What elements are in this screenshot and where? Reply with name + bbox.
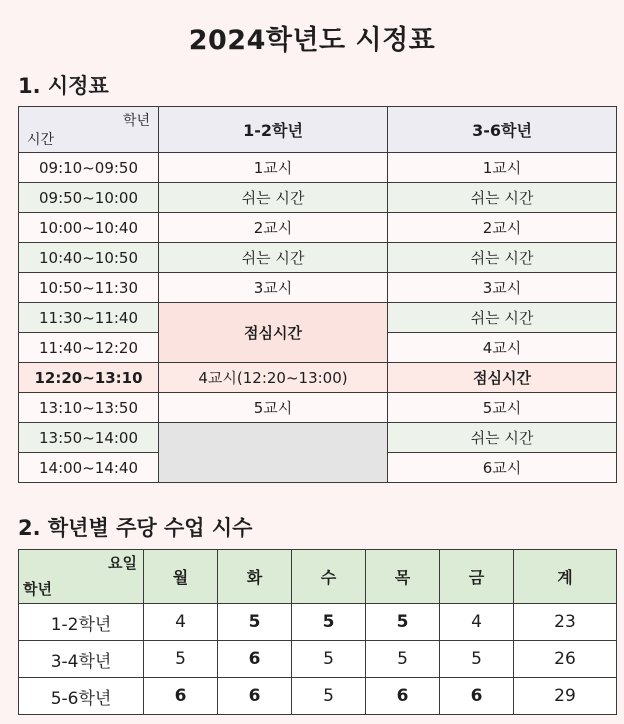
hours-cell: 5 (366, 641, 440, 678)
table-row (19, 273, 617, 303)
lunch-cell: 점심시간 (388, 363, 617, 393)
corner-label-grade: 학년 (23, 580, 52, 598)
table-row (19, 213, 617, 243)
grade-label: 1-2학년 (19, 604, 144, 641)
time-cell: 10:50~11:30 (19, 273, 159, 303)
hours-cell: 5 (218, 604, 292, 641)
corner-cell (19, 107, 159, 153)
day-header: 목 (366, 550, 440, 604)
time-cell: 13:10~13:50 (19, 393, 159, 423)
weekly-hours-table (18, 549, 617, 715)
schedule-table (18, 106, 617, 483)
time-cell: 10:40~10:50 (19, 243, 159, 273)
table-row (19, 183, 617, 213)
period-cell: 1교시 (159, 153, 388, 183)
empty-cell (159, 423, 388, 483)
period-cell: 1교시 (388, 153, 617, 183)
break-cell: 쉬는 시간 (388, 303, 617, 333)
time-cell: 12:20~13:10 (19, 363, 159, 393)
table-row (19, 243, 617, 273)
break-cell: 쉬는 시간 (159, 183, 388, 213)
period-cell: 4교시(12:20~13:00) (159, 363, 388, 393)
corner-cell (19, 550, 144, 604)
total-header: 계 (514, 550, 617, 604)
table-header-row (19, 107, 617, 153)
hours-cell: 6 (218, 678, 292, 715)
time-cell: 13:50~14:00 (19, 423, 159, 453)
hours-cell: 5 (292, 604, 366, 641)
total-cell: 26 (514, 641, 617, 678)
time-cell: 11:40~12:20 (19, 333, 159, 363)
break-cell: 쉬는 시간 (388, 423, 617, 453)
hours-cell: 4 (144, 604, 218, 641)
time-cell: 14:00~14:40 (19, 453, 159, 483)
hours-cell: 5 (292, 678, 366, 715)
table-row (19, 604, 617, 641)
day-header: 월 (144, 550, 218, 604)
hours-cell: 4 (440, 604, 514, 641)
hours-cell: 6 (218, 641, 292, 678)
table-row (19, 393, 617, 423)
table-row (19, 153, 617, 183)
table-row (19, 303, 617, 333)
time-cell: 09:10~09:50 (19, 153, 159, 183)
period-cell: 2교시 (159, 213, 388, 243)
day-header: 화 (218, 550, 292, 604)
period-cell: 5교시 (159, 393, 388, 423)
period-cell: 3교시 (159, 273, 388, 303)
corner-label-grade: 학년 (122, 113, 150, 129)
break-cell: 쉬는 시간 (388, 243, 617, 273)
column-header-3-6: 3-6학년 (388, 107, 617, 153)
hours-cell: 5 (144, 641, 218, 678)
hours-cell: 5 (366, 604, 440, 641)
period-cell: 4교시 (388, 333, 617, 363)
period-cell: 3교시 (388, 273, 617, 303)
page-title: 2024학년도 시정표 (188, 25, 436, 56)
break-cell: 쉬는 시간 (159, 243, 388, 273)
table-row (19, 678, 617, 715)
hours-cell: 5 (292, 641, 366, 678)
section-heading-schedule: 1. 시정표 (18, 74, 109, 98)
hours-cell: 6 (366, 678, 440, 715)
grade-label: 3-4학년 (19, 641, 144, 678)
grade-label: 5-6학년 (19, 678, 144, 715)
section-heading-weekly-hours: 2. 학년별 주당 수업 시수 (18, 516, 253, 540)
table-row (19, 423, 617, 453)
break-cell: 쉬는 시간 (388, 183, 617, 213)
corner-label-time: 시간 (27, 132, 55, 148)
period-cell: 2교시 (388, 213, 617, 243)
total-cell: 29 (514, 678, 617, 715)
time-cell: 10:00~10:40 (19, 213, 159, 243)
hours-cell: 6 (144, 678, 218, 715)
table-row (19, 363, 617, 393)
day-header: 금 (440, 550, 514, 604)
time-cell: 11:30~11:40 (19, 303, 159, 333)
table-row (19, 641, 617, 678)
hours-cell: 6 (440, 678, 514, 715)
column-header-1-2: 1-2학년 (159, 107, 388, 153)
day-header: 수 (292, 550, 366, 604)
lunch-cell: 점심시간 (159, 303, 388, 363)
total-cell: 23 (514, 604, 617, 641)
period-cell: 6교시 (388, 453, 617, 483)
hours-cell: 5 (440, 641, 514, 678)
period-cell: 5교시 (388, 393, 617, 423)
table-header-row (19, 550, 617, 604)
time-cell: 09:50~10:00 (19, 183, 159, 213)
corner-label-day: 요일 (108, 554, 137, 572)
